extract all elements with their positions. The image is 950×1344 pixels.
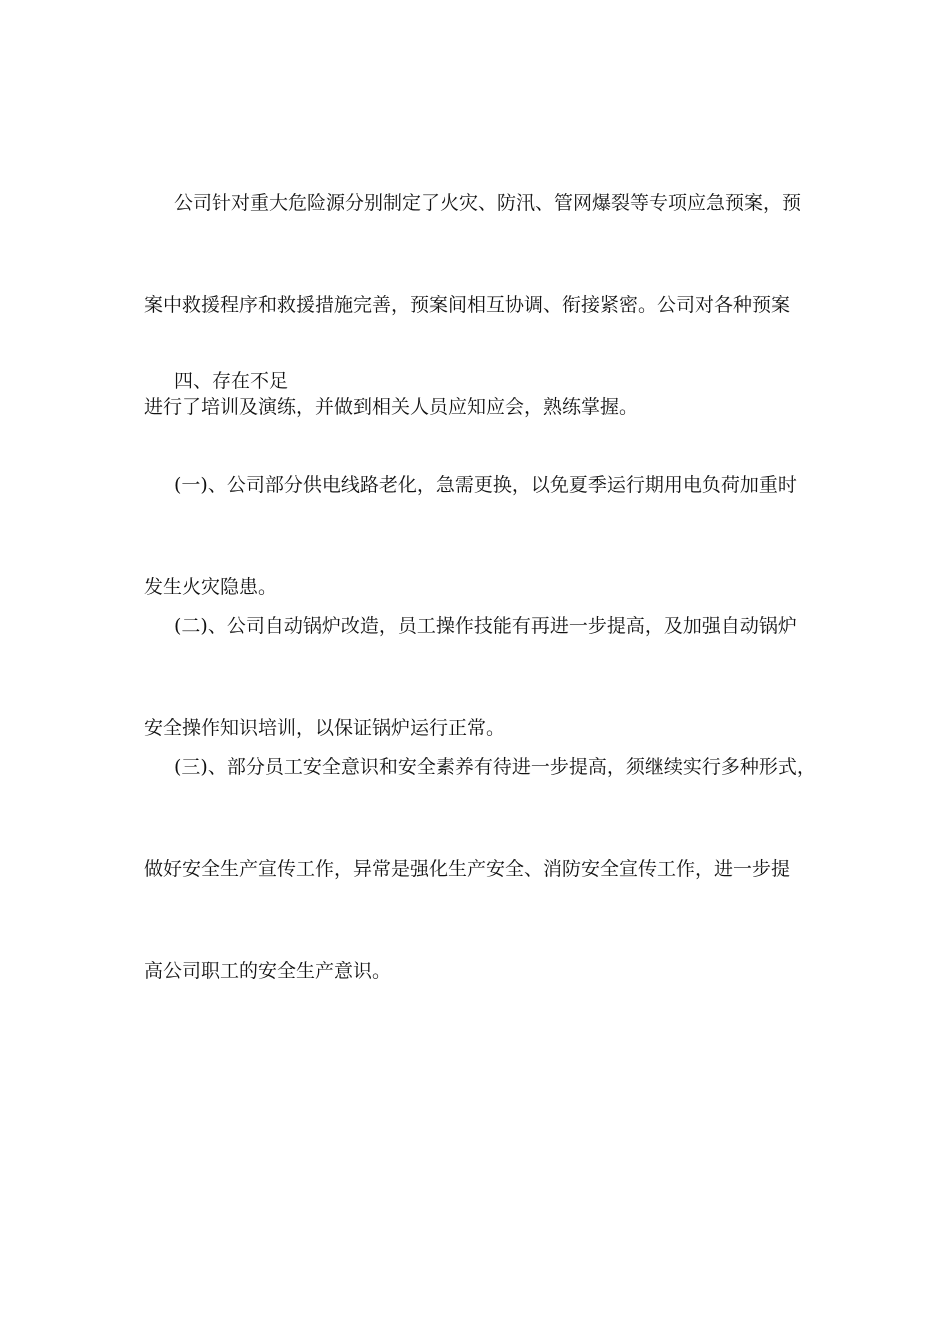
paragraph-line: 做好安全生产宣传工作，异常是强化生产安全、消防安全宣传工作，进一步提: [144, 858, 791, 880]
paragraph-line: 高公司职工的安全生产意识。: [144, 960, 392, 982]
paragraph-line: (三)、部分员工安全意识和安全素养有待进一步提高，须继续实行多种形式，: [174, 756, 816, 778]
paragraph-line: 公司针对重大危险源分别制定了火灾、防汛、管网爆裂等专项应急预案，预: [174, 192, 802, 214]
paragraph-line: 发生火灾隐患。: [144, 576, 278, 598]
paragraph-line: (一)、公司部分供电线路老化，急需更换，以免夏季运行期用电负荷加重时: [174, 474, 797, 496]
paragraph-line: 案中救援程序和救援措施完善，预案间相互协调、衔接紧密。公司对各种预案: [144, 294, 791, 316]
paragraph-line: (二)、公司自动锅炉改造，员工操作技能有再进一步提高，及加强自动锅炉: [174, 615, 797, 637]
paragraph-line: 安全操作知识培训，以保证锅炉运行正常。: [144, 717, 506, 739]
paragraph-line: 进行了培训及演练，并做到相关人员应知应会，熟练掌握。: [144, 396, 639, 418]
list-item-safety-awareness: [144, 682, 816, 1056]
section-heading-text: 四、存在不足: [174, 370, 289, 392]
